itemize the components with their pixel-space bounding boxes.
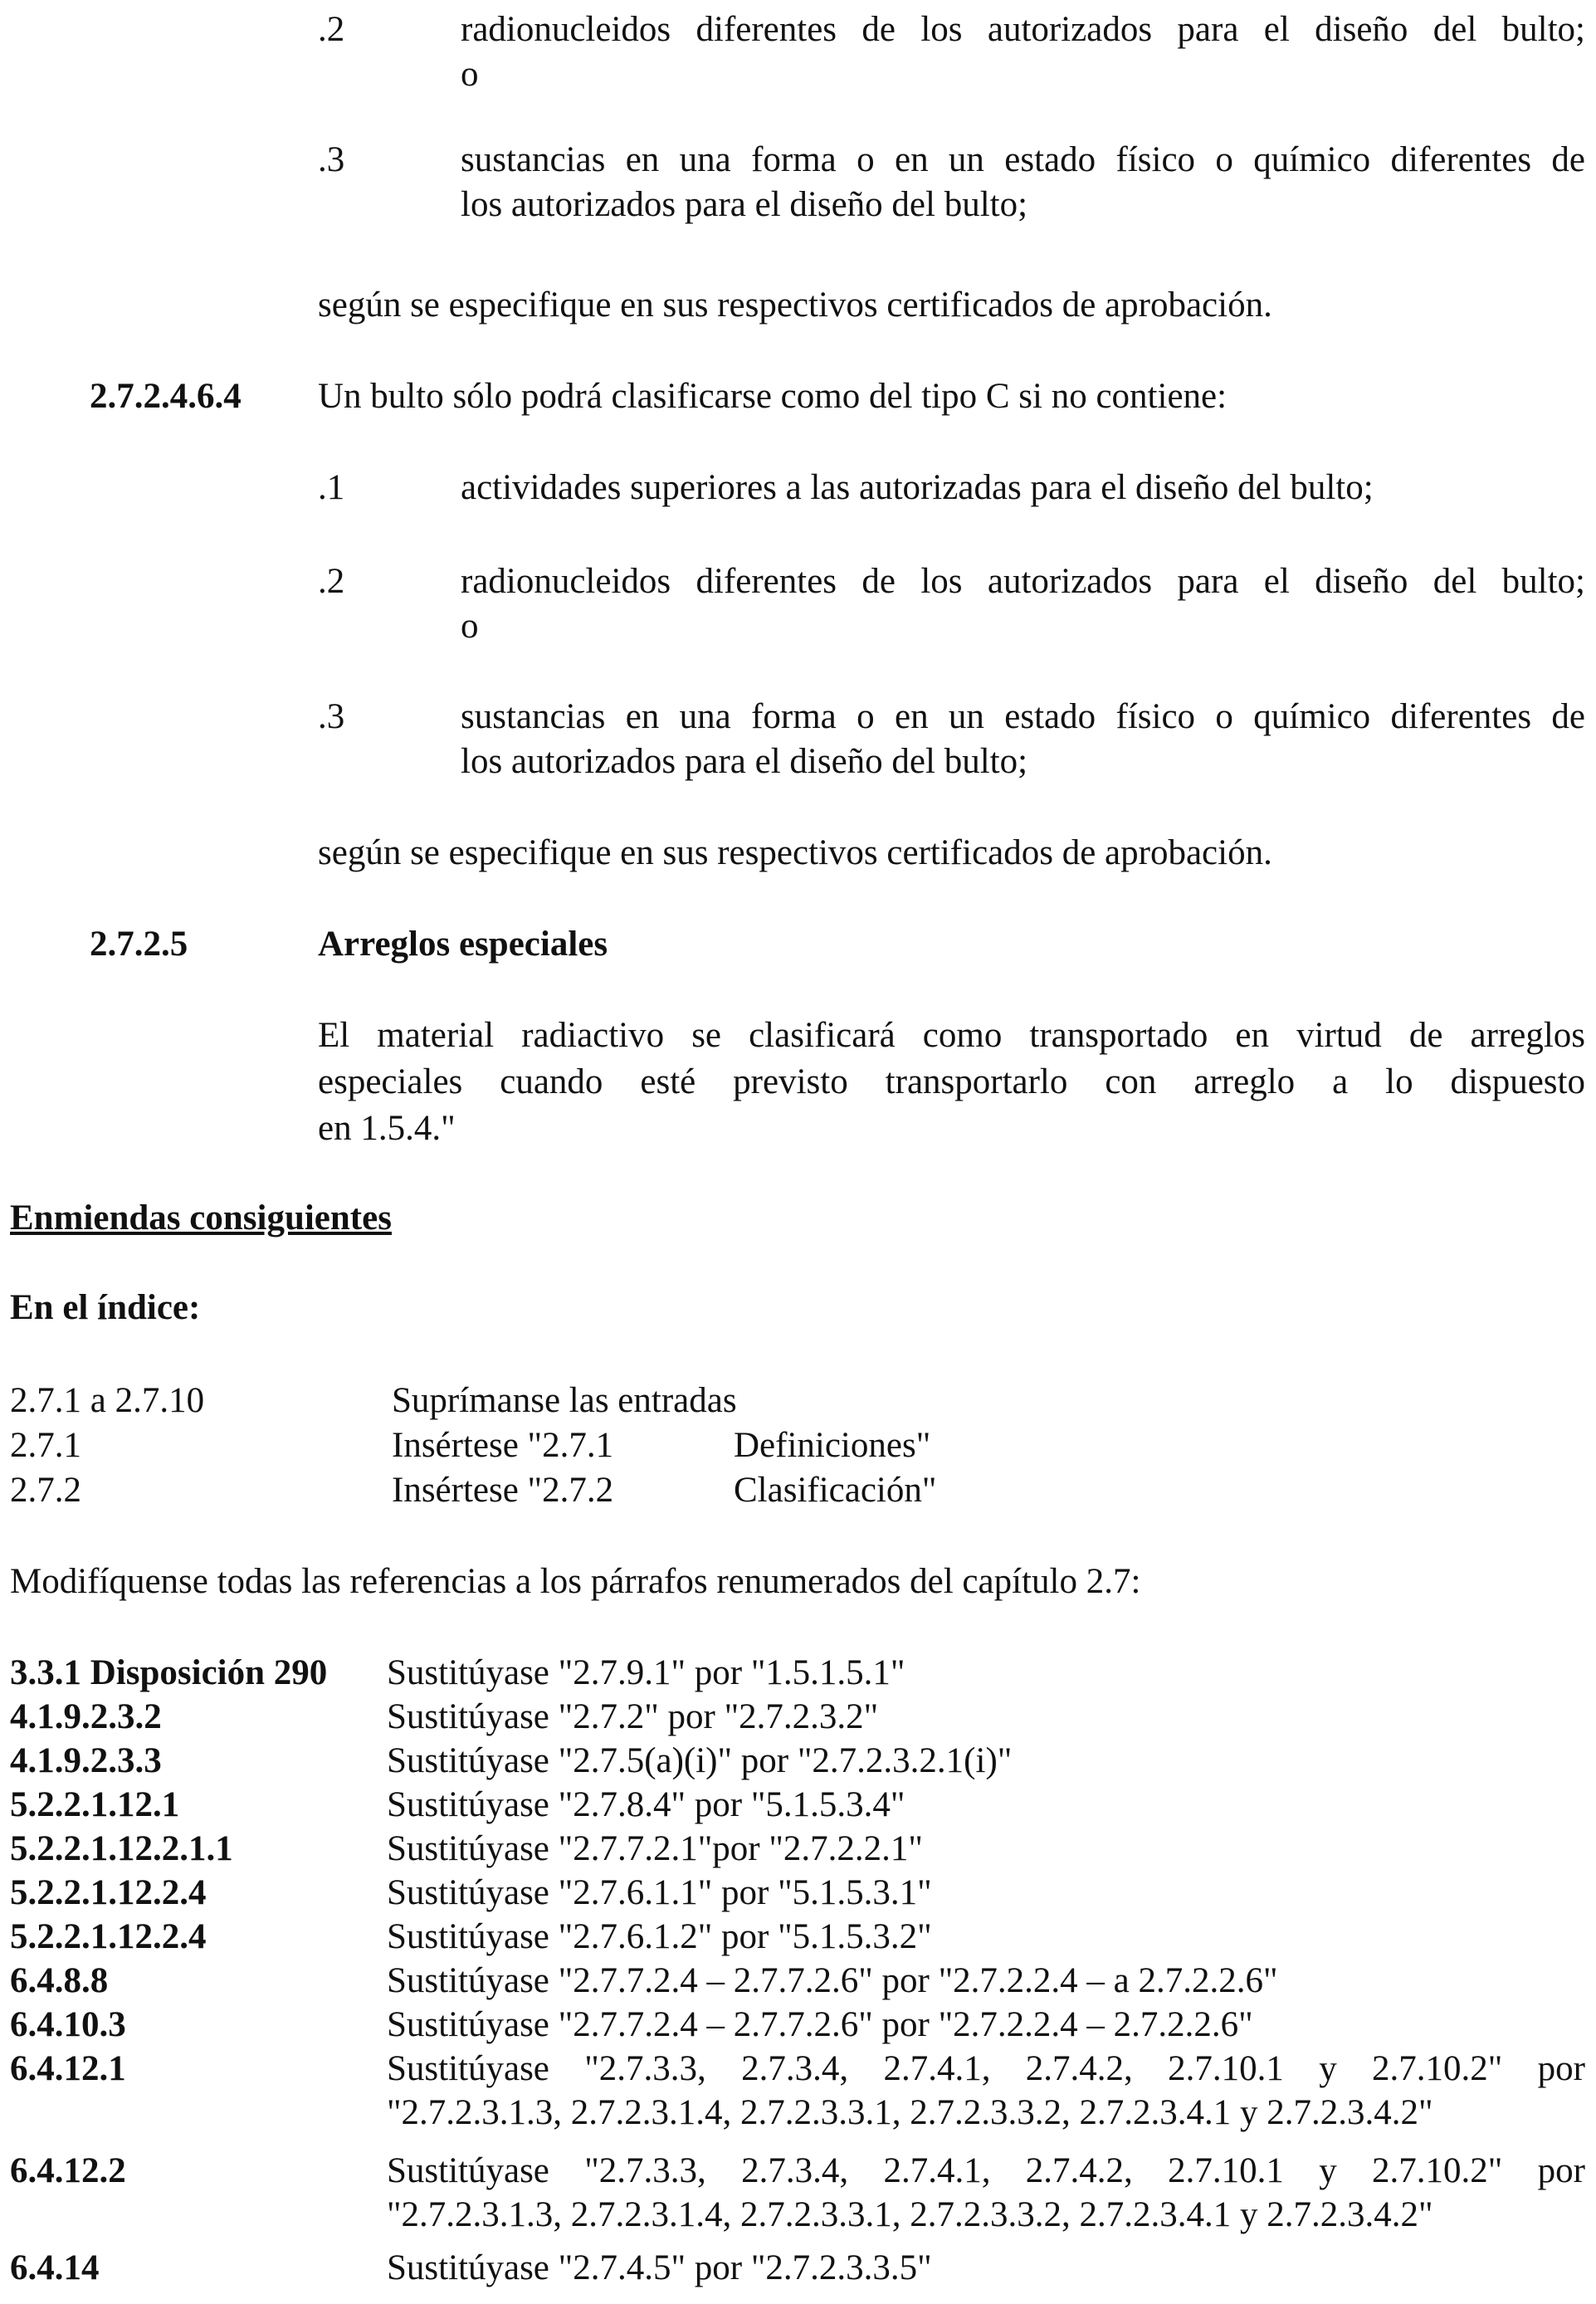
item-text: sustancias en una forma o en un estado físico o químico diferentes de [461,140,1585,179]
ref-substitution: Sustitúyase "2.7.3.3, 2.7.3.4, 2.7.4.1, 2.7.4.2, 2.7.10.1 y 2.7.10.2" por [387,2151,1585,2190]
ref-paragraph: 6.4.8.8 [10,1961,109,2000]
ref-substitution: Sustitúyase "2.7.2" por "2.7.2.3.2" [387,1697,879,1736]
item-number: .1 [318,468,345,507]
item-number: .3 [318,697,345,736]
index-heading: En el índice: [10,1288,201,1327]
item-text-continuation: los autorizados para el diseño del bulto; [461,185,1028,224]
item-number: .3 [318,140,345,179]
closing-paragraph: según se especifique en sus respectivos certificados de aprobación. [318,833,1272,872]
ref-paragraph: 4.1.9.2.3.2 [10,1697,162,1736]
modify-intro: Modifíquense todas las referencias a los párrafos renumerados del capítulo 2.7: [10,1562,1141,1601]
item-text-continuation: los autorizados para el diseño del bulto; [461,742,1028,781]
ref-substitution: Sustitúyase "2.7.4.5" por "2.7.2.3.3.5" [387,2248,932,2287]
ref-paragraph: 3.3.1 Disposición 290 [10,1653,328,1692]
ref-paragraph: 5.2.2.1.12.2.4 [10,1917,207,1956]
ref-paragraph: 6.4.14 [10,2248,100,2287]
paragraph-line: especiales cuando esté previsto transportarlo con arreglo a lo dispuesto [318,1062,1585,1101]
ref-substitution-continuation: "2.7.2.3.1.3, 2.7.2.3.1.4, 2.7.2.3.3.1, 2.7.2.3.3.2, 2.7.2.3.4.1 y 2.7.2.3.4.2" [387,2093,1433,2132]
section-number: 2.7.2.4.6.4 [90,377,242,416]
ref-paragraph: 6.4.12.2 [10,2151,126,2190]
index-action: Insértese "2.7.1 [392,1426,614,1465]
item-text-continuation: o [461,55,479,94]
index-ref: 2.7.1 a 2.7.10 [10,1381,205,1420]
ref-substitution: Sustitúyase "2.7.8.4" por "5.1.5.3.4" [387,1785,905,1824]
index-ref: 2.7.1 [10,1426,81,1465]
ref-paragraph: 5.2.2.1.12.2.4 [10,1873,207,1912]
ref-substitution: Sustitúyase "2.7.7.2.1"por "2.7.2.2.1" [387,1829,923,1868]
amendments-heading: Enmiendas consiguientes [10,1198,392,1237]
ref-substitution: Sustitúyase "2.7.6.1.1" por "5.1.5.3.1" [387,1873,932,1912]
section-title: Arreglos especiales [318,925,608,964]
item-number: .2 [318,10,345,49]
paragraph-line: en 1.5.4." [318,1109,456,1148]
index-ref: 2.7.2 [10,1471,81,1510]
ref-paragraph: 5.2.2.1.12.1 [10,1785,180,1824]
index-action: Suprímanse las entradas [392,1381,737,1420]
index-entry-title: Clasificación" [734,1471,937,1510]
closing-paragraph: según se especifique en sus respectivos certificados de aprobación. [318,286,1272,325]
ref-substitution: Sustitúyase "2.7.7.2.4 – 2.7.7.2.6" por "2.7.2.2.4 – a 2.7.2.2.6" [387,1961,1278,2000]
ref-paragraph: 6.4.12.1 [10,2049,126,2088]
section-intro: Un bulto sólo podrá clasificarse como del tipo C si no contiene: [318,377,1228,416]
ref-substitution: Sustitúyase "2.7.6.1.2" por "5.1.5.3.2" [387,1917,932,1956]
ref-substitution-continuation: "2.7.2.3.1.3, 2.7.2.3.1.4, 2.7.2.3.3.1, 2.7.2.3.3.2, 2.7.2.3.4.1 y 2.7.2.3.4.2" [387,2195,1433,2234]
ref-substitution: Sustitúyase "2.7.3.3, 2.7.3.4, 2.7.4.1, 2.7.4.2, 2.7.10.1 y 2.7.10.2" por [387,2049,1585,2088]
ref-substitution: Sustitúyase "2.7.9.1" por "1.5.1.5.1" [387,1653,905,1692]
item-number: .2 [318,562,345,601]
ref-substitution: Sustitúyase "2.7.5(a)(i)" por "2.7.2.3.2.1(i)" [387,1741,1013,1780]
item-text: radionucleidos diferentes de los autorizados para el diseño del bulto; [461,562,1585,601]
paragraph-line: El material radiactivo se clasificará como transportado en virtud de arreglos [318,1016,1585,1055]
index-action: Insértese "2.7.2 [392,1471,614,1510]
item-text: sustancias en una forma o en un estado físico o químico diferentes de [461,697,1585,736]
ref-substitution: Sustitúyase "2.7.7.2.4 – 2.7.7.2.6" por "2.7.2.2.4 – 2.7.2.2.6" [387,2005,1253,2044]
section-number: 2.7.2.5 [90,925,188,964]
ref-paragraph: 6.4.10.3 [10,2005,126,2044]
item-text-continuation: o [461,607,479,646]
ref-paragraph: 5.2.2.1.12.2.1.1 [10,1829,233,1868]
item-text: radionucleidos diferentes de los autorizados para el diseño del bulto; [461,10,1585,49]
index-entry-title: Definiciones" [734,1426,931,1465]
item-text: actividades superiores a las autorizadas para el diseño del bulto; [461,468,1374,507]
ref-paragraph: 4.1.9.2.3.3 [10,1741,162,1780]
